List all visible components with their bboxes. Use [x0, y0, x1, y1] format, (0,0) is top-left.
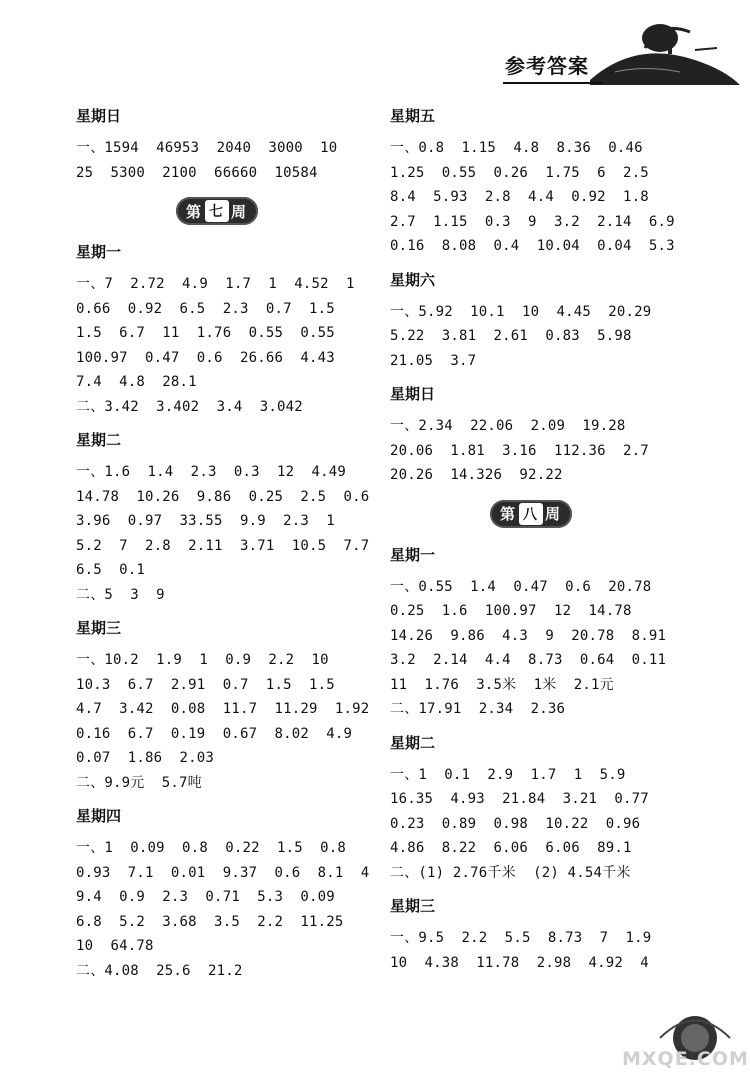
answer-line: 14.26 9.86 4.3 9 20.78 8.91: [390, 627, 667, 644]
answer-line: 0.16 6.7 0.19 0.67 8.02 4.9: [76, 725, 353, 742]
section-title-saturday: 星期六: [390, 270, 436, 289]
answer-line: 20.06 1.81 3.16 112.36 2.7: [390, 442, 649, 459]
section-title-monday: 星期一: [76, 243, 122, 261]
answer-line: 5.2 7 2.8 2.11 3.71 10.5 7.7: [76, 537, 370, 554]
header: [495, 10, 745, 85]
answer-line: 一、1 0.1 2.9 1.7 1 5.9: [390, 766, 626, 783]
section-title-tuesday: 星期二: [76, 431, 122, 449]
answer-line: 4.7 3.42 0.08 11.7 11.29 1.92: [76, 701, 370, 717]
section-title-wednesday: 星期三: [76, 619, 122, 637]
answer-line: 100.97 0.47 0.6 26.66 4.43: [76, 349, 335, 366]
answer-line: 二、3.42 3.402 3.4 3.042: [76, 398, 303, 415]
answer-line: 二、(1) 2.76千米 (2) 4.54千米: [390, 864, 631, 881]
answer-line: 一、1 0.09 0.8 0.22 1.5 0.8: [76, 840, 347, 856]
answer-line: 0.16 8.08 0.4 10.04 0.04 5.3: [390, 238, 675, 254]
answer-line: 1.5 6.7 11 1.76 0.55 0.55: [76, 325, 335, 341]
watermark-logo: [600, 1008, 750, 1074]
header-title: 参考答案: [505, 54, 589, 78]
answer-line: 一、0.55 1.4 0.47 0.6 20.78: [390, 578, 652, 595]
watermark-text: MXQE.COM: [622, 1048, 749, 1070]
section-title-thursday: 星期四: [76, 807, 122, 825]
answer-line: 10.3 6.7 2.91 0.7 1.5 1.5: [76, 676, 335, 693]
week-badge-number: 七: [205, 200, 229, 222]
answer-line: 二、9.9元 5.7吨: [76, 774, 202, 791]
answer-line: 2.7 1.15 0.3 9 3.2 2.14 6.9: [390, 213, 675, 230]
answer-line: 25 5300 2100 66660 10584: [76, 164, 318, 181]
answer-line: 6.8 5.2 3.68 3.5 2.2 11.25: [76, 913, 344, 930]
answer-line: 一、10.2 1.9 1 0.9 2.2 10: [76, 652, 329, 668]
answer-line: 0.23 0.89 0.98 10.22 0.96: [390, 815, 641, 832]
week-badge-char: 第: [499, 505, 517, 523]
week-badge-char: 周: [545, 505, 563, 523]
section-title-monday: 星期一: [390, 545, 436, 564]
answer-line: 8.4 5.93 2.8 4.4 0.92 1.8: [390, 189, 649, 205]
section-title-sunday: 星期日: [390, 385, 436, 403]
answer-line: 20.26 14.326 92.22: [390, 467, 563, 483]
answer-line: 0.93 7.1 0.01 9.37 0.6 8.1 4: [76, 864, 370, 881]
answer-line: 14.78 10.26 9.86 0.25 2.5 0.6: [76, 488, 370, 505]
answer-line: 0.25 1.6 100.97 12 14.78: [390, 603, 632, 619]
section-title-tuesday: 星期二: [390, 733, 436, 752]
answer-line: 1.25 0.55 0.26 1.75 6 2.5: [390, 164, 649, 181]
week-badge-number: 八: [519, 503, 543, 525]
answer-line: 二、4.08 25.6 21.2: [76, 962, 243, 979]
answer-line: 6.5 0.1: [76, 562, 146, 578]
answer-line: 5.22 3.81 2.61 0.83 5.98: [390, 328, 632, 344]
week-badge-char: 周: [231, 202, 249, 221]
answer-line: 一、5.92 10.1 10 4.45 20.29: [390, 303, 652, 320]
answer-line: 一、1594 46953 2040 3000 10: [76, 140, 338, 156]
answer-line: 7.4 4.8 28.1: [76, 374, 197, 390]
answer-line: 3.96 0.97 33.55 9.9 2.3 1: [76, 513, 335, 529]
answer-line: 10 64.78: [76, 938, 154, 954]
answer-line: 一、7 2.72 4.9 1.7 1 4.52 1: [76, 276, 355, 292]
section-title-wednesday: 星期三: [390, 897, 436, 915]
answer-line: 10 4.38 11.78 2.98 4.92 4: [390, 954, 649, 971]
section-title-sunday: 星期日: [76, 107, 122, 125]
answer-line: 二、17.91 2.34 2.36: [390, 701, 566, 717]
answer-line: 一、9.5 2.2 5.5 8.73 7 1.9: [390, 930, 652, 946]
left-column: [76, 95, 370, 983]
answer-line: 一、2.34 22.06 2.09 19.28: [390, 418, 626, 434]
answer-line: 二、5 3 9: [76, 586, 165, 603]
answer-line: 0.07 1.86 2.03: [76, 750, 215, 766]
week-8-badge: [490, 500, 572, 528]
answer-line: 4.86 8.22 6.06 6.06 89.1: [390, 840, 632, 856]
section-title-friday: 星期五: [390, 107, 436, 125]
answer-line: 0.66 0.92 6.5 2.3 0.7 1.5: [76, 300, 335, 317]
answer-line: 一、1.6 1.4 2.3 0.3 12 4.49: [76, 464, 347, 480]
answer-line: 16.35 4.93 21.84 3.21 0.77: [390, 791, 649, 807]
week-badge-char: 第: [185, 202, 203, 221]
answer-line: 21.05 3.7: [390, 352, 477, 369]
answer-line: 一、0.8 1.15 4.8 8.36 0.46: [390, 140, 643, 156]
answer-line: 9.4 0.9 2.3 0.71 5.3 0.09: [76, 889, 335, 905]
answer-line: 11 1.76 3.5米 1米 2.1元: [390, 676, 614, 693]
answer-line: 3.2 2.14 4.4 8.73 0.64 0.11: [390, 652, 667, 668]
week-7-badge: [176, 197, 258, 225]
header-underline: [503, 82, 603, 84]
right-column: [390, 95, 690, 975]
